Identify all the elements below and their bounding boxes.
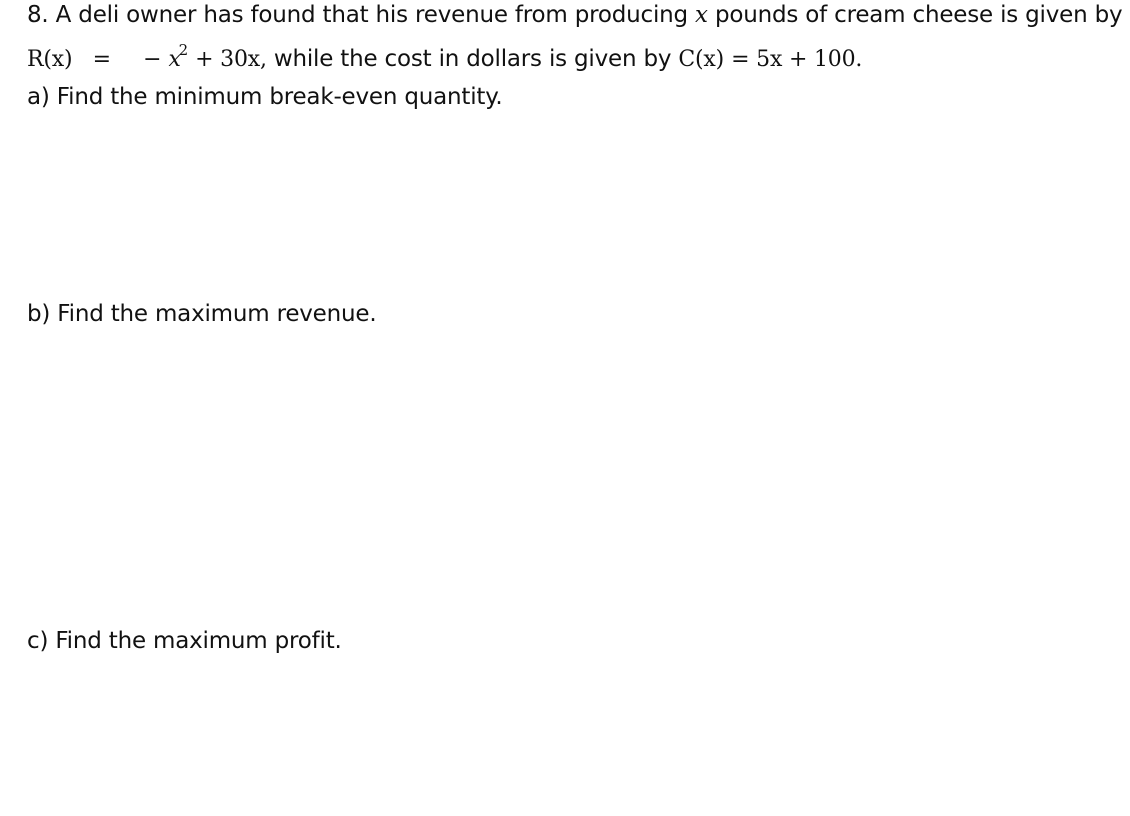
question-c: c) Find the maximum profit.	[27, 628, 342, 654]
problem-intro-text-2: pounds of cream cheese is given by	[707, 2, 1123, 28]
revenue-variable: x	[168, 47, 181, 72]
question-b: b) Find the maximum revenue.	[27, 301, 377, 327]
problem-statement-line-1	[27, 0, 1122, 30]
revenue-equals: =	[92, 47, 111, 72]
variable-x: x	[695, 2, 708, 28]
revenue-minus: −	[143, 47, 162, 72]
cost-expression: = 5x + 100.	[731, 47, 863, 72]
question-a: a) Find the minimum break-even quantity.	[27, 84, 503, 110]
revenue-expression-rest: + 30x,	[195, 47, 267, 72]
cost-function-label: C(x)	[678, 47, 725, 72]
problem-number: 8.	[27, 2, 49, 28]
cost-intro-text: while the cost in dollars is given by	[266, 46, 679, 72]
revenue-exponent: 2	[178, 41, 188, 59]
revenue-function-label: R(x)	[27, 47, 73, 72]
problem-statement-line-2	[27, 41, 863, 76]
problem-intro-text: A deli owner has found that his revenue from producing	[48, 2, 696, 28]
